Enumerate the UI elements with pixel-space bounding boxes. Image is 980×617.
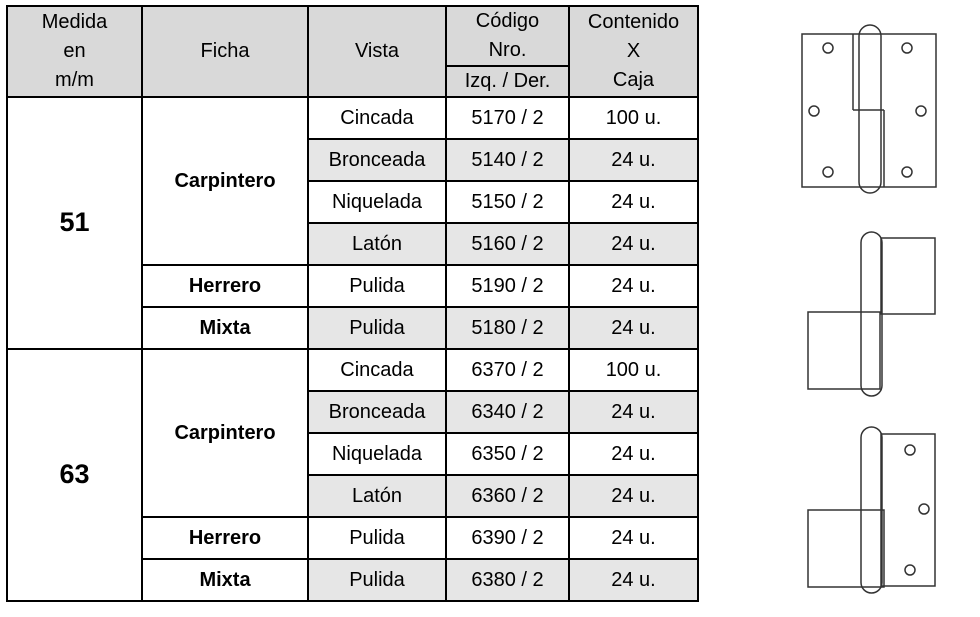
ficha-cell: Carpintero	[142, 97, 308, 265]
contenido-cell: 24 u.	[569, 517, 698, 559]
header-vista: Vista	[308, 6, 446, 97]
contenido-cell: 24 u.	[569, 139, 698, 181]
header-codigo: Código Nro.	[446, 6, 569, 66]
table-header	[7, 6, 698, 97]
codigo-cell: 6360 / 2	[446, 475, 569, 517]
codigo-cell: 6350 / 2	[446, 433, 569, 475]
codigo-cell: 5150 / 2	[446, 181, 569, 223]
header-contenido: Contenido X Caja	[569, 6, 698, 97]
codigo-cell: 5140 / 2	[446, 139, 569, 181]
table-body	[7, 97, 698, 601]
contenido-cell: 24 u.	[569, 559, 698, 601]
codigo-cell: 5190 / 2	[446, 265, 569, 307]
hinge-herrero-icon	[808, 232, 935, 396]
hinge-carpintero-icon	[802, 25, 936, 193]
table-row	[7, 349, 698, 391]
codigo-cell: 6380 / 2	[446, 559, 569, 601]
vista-cell: Bronceada	[308, 139, 446, 181]
contenido-cell: 100 u.	[569, 97, 698, 139]
ficha-cell: Herrero	[142, 265, 308, 307]
vista-cell: Bronceada	[308, 391, 446, 433]
codigo-cell: 6390 / 2	[446, 517, 569, 559]
ficha-cell: Mixta	[142, 559, 308, 601]
vista-cell: Cincada	[308, 97, 446, 139]
contenido-cell: 24 u.	[569, 223, 698, 265]
codigo-cell: 6370 / 2	[446, 349, 569, 391]
header-medida: Medida en m/m	[7, 6, 142, 97]
contenido-cell: 24 u.	[569, 433, 698, 475]
codigo-cell: 6340 / 2	[446, 391, 569, 433]
codigo-cell: 5160 / 2	[446, 223, 569, 265]
ficha-cell: Herrero	[142, 517, 308, 559]
codigo-cell: 5170 / 2	[446, 97, 569, 139]
contenido-cell: 100 u.	[569, 349, 698, 391]
hinge-diagrams	[780, 0, 980, 617]
ficha-cell: Mixta	[142, 307, 308, 349]
vista-cell: Niquelada	[308, 181, 446, 223]
contenido-cell: 24 u.	[569, 181, 698, 223]
vista-cell: Latón	[308, 223, 446, 265]
vista-cell: Pulida	[308, 559, 446, 601]
vista-cell: Pulida	[308, 307, 446, 349]
vista-cell: Niquelada	[308, 433, 446, 475]
medida-cell: 51	[7, 97, 142, 349]
contenido-cell: 24 u.	[569, 265, 698, 307]
codigo-cell: 5180 / 2	[446, 307, 569, 349]
ficha-cell: Carpintero	[142, 349, 308, 517]
hinge-mixta-icon	[808, 427, 935, 593]
header-ficha: Ficha	[142, 6, 308, 97]
vista-cell: Latón	[308, 475, 446, 517]
table-row	[7, 97, 698, 139]
header-codigo-sub: Izq. / Der.	[446, 66, 569, 97]
medida-cell: 63	[7, 349, 142, 601]
vista-cell: Pulida	[308, 517, 446, 559]
contenido-cell: 24 u.	[569, 391, 698, 433]
vista-cell: Pulida	[308, 265, 446, 307]
contenido-cell: 24 u.	[569, 475, 698, 517]
vista-cell: Cincada	[308, 349, 446, 391]
contenido-cell: 24 u.	[569, 307, 698, 349]
hinge-spec-table	[6, 5, 699, 602]
